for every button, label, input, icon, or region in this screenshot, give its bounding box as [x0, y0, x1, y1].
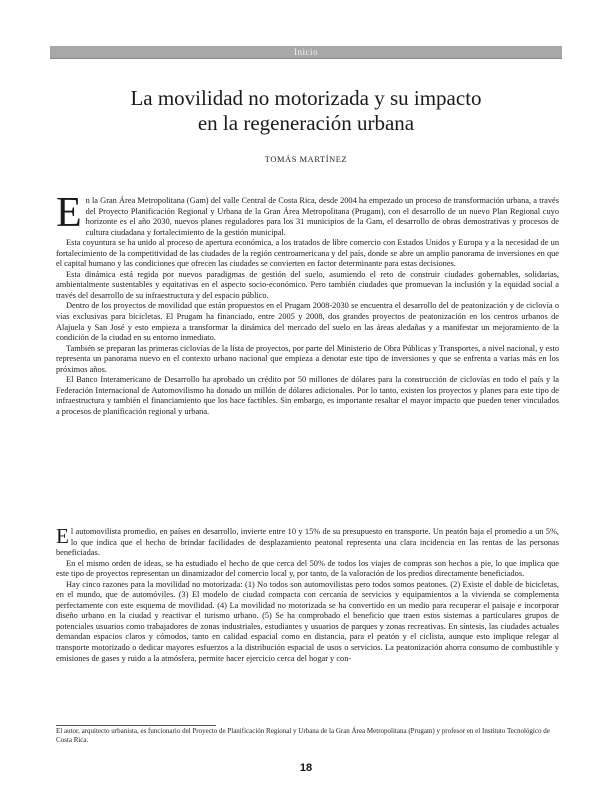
footnote: El autor, arquitecto urbanista, es funcionario del Proyecto de Planificación Regional y Urbana de la Gran Área Metropolitana (Prugam) y profesor en el Instituto Tecnológico de Costa Rica.: [56, 727, 550, 744]
section-header-bar: [50, 46, 562, 59]
paragraph: Esta coyuntura se ha unido al proceso de apertura económica, a los tratados de libre comercio con Estados Unidos y Europa y a la necesidad de un fortalecimiento de la competitividad de las ciudades de la región centroamericana y del país, donde se abre un amplio panorama de inversiones en que el capital humano y las condiciones que ofrecen las ciudades se convierten en factor determinante para estas decisiones.: [56, 238, 559, 269]
title-line-1: La movilidad no motorizada y su impacto: [130, 86, 482, 110]
paragraph: En la Gran Área Metropolitana (Gam) del valle Central de Costa Rica, desde 2004 ha empezado un proceso de transformación urbana, a través del Proyecto Planificación Regional y Urbana de la Gran Área Metropolitana (Prugam), con el desarrollo de un nuevo Plan Regional cuyo horizonte es el año 2030, nuevos planes reguladores para los 31 municipios de la Gam, el desarrollo de obras demostrativas y procesos de cultura ciudadana y fortalecimiento de la gestión municipal.: [56, 190, 559, 237]
footnote-divider: [56, 725, 216, 726]
drop-cap: E: [56, 190, 82, 236]
paragraph: El Banco Interamericano de Desarrollo ha aprobado un crédito por 50 millones de dólares para la construcción de ciclovías en todo el país y la Federación Internacional de Automovilismo ha donado un millón de dólares adicionales. Por lo tanto, existen los proyectos y planes para este tipo de infraestructura y también el financiamiento que los hace factibles. Sin embargo, es importante resaltar el mayor impacto que pueden tener vinculados a procesos de planificación regional y urbana.: [56, 375, 559, 416]
title-line-2: en la regeneración urbana: [197, 111, 415, 135]
paragraph: Esta dinámica está regida por nuevos paradigmas de gestión del suelo, asumiendo el reto de construir ciudades gobernables, solidarias, ambientalmente sustentables y equitativas en el aspecto socio-económico. Pero también ciudades que promuevan la inclusión y la equidad social a través del desarrollo de su infraestructura y del espacio público.: [56, 269, 559, 300]
author-byline: TOMÁS MARTÍNEZ: [264, 155, 348, 164]
paragraph: Hay cinco razones para la movilidad no motorizada: (1) No todos son automovilistas pero todos somos peatones. (2) Existe el doble de bicicletas, en el mundo, que de automóviles. (3) El modelo de ciudad compacta con cercanía de servicios y equipamientos a la vivienda se complementa perfectamente con este esquema de movilidad. (4) La movilidad no motorizada se ha convertido en un medio para recuperar el paisaje e incorporar diseño urbano en la ciudad y reactivar el turismo urbano. (5) Se ha comprobado el beneficio que traen estos sistemas a particulares grupos de potenciales usuarios como trabajadores de zonas industriales, estudiantes y usuarios de parques y zonas recreativas. En síntesis, las ciudades actuales demandan espacios claros y cómodos, tanto en calidad espacial como en distancia, para el peatón y el ciclista, aunque esto implique relegar al transporte motorizado o dedicar mayores esfuerzos a la distribución espacial de usos o servicios. La peatonización ahorra consumo de combustible y emisiones de gases y ruido a la atmósfera, permite hacer ejercicio cerca del hogar y con-: [56, 579, 559, 663]
article-body-section-1: [56, 190, 559, 417]
paragraph: El automovilista promedio, en países en desarrollo, invierte entre 10 y 15% de su presupuesto en transporte. Un peatón baja el promedio a un 5%, lo que indica que el hecho de brindar facilidades de desplazamiento peatonal representa una clara incidencia en las rentas de las personas beneficiadas.: [56, 524, 559, 558]
page-number: 18: [299, 762, 313, 774]
paragraph: También se preparan las primeras ciclovías de la lista de proyectos, por parte del Ministerio de Obra Públicas y Transportes, a nivel nacional, y esto representa un panorama nuevo en el contexto urbano nacional que empieza a denotar este tipo de inversiones y que se enfrenta a varias más en los próximos años.: [56, 343, 559, 374]
drop-cap: E: [56, 524, 69, 548]
section-label: Inicio: [294, 47, 318, 57]
paragraph: Dentro de los proyectos de movilidad que están propuestos en el Prugam 2008-2030 se encuentra el desarrollo del de peatonización y de ciclovía o vías exclusivas para bicicletas. El Prugam ha financiado, entre 2005 y 2008, dos grandes proyectos de peatonización en los centros urbanos de Alajuela y San José y esto empieza a transformar la dinámica del mercado del suelo en las áreas aledañas y a manifestar un mejoramiento de la condición de la ciudad en su entorno inmediato.: [56, 301, 559, 343]
article-title: [50, 86, 562, 136]
paragraph: En el mismo orden de ideas, se ha estudiado el hecho de que cerca del 50% de todos los viajes de compras son hechos a pie, lo que implica que este tipo de proyectos representan un dinamizador del comercio local y, por tanto, de la valoración de los predios directamente beneficiados.: [56, 558, 559, 579]
article-body-section-2: [56, 524, 559, 664]
